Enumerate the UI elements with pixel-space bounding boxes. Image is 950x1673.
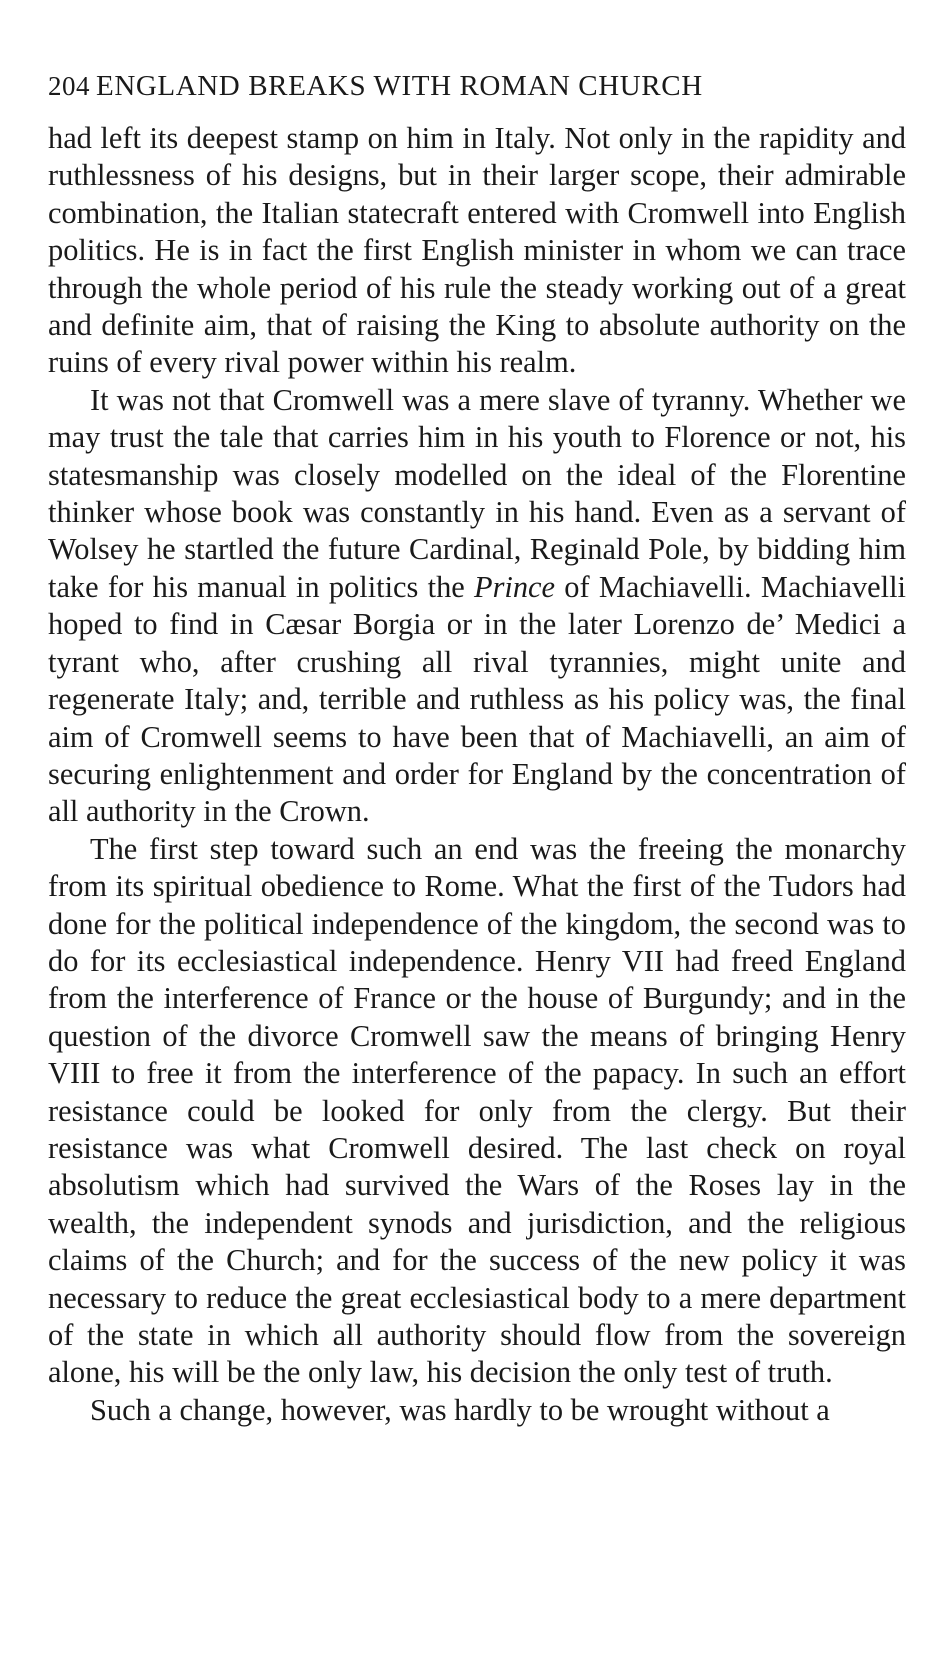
book-page: [48, 66, 906, 1429]
page-number: 204: [48, 71, 90, 101]
paragraph-text: of Machiavelli. Machiavelli hoped to find in Cæsar Borgia or in the later Lorenzo de’ Medici a tyrant who, after crushing all rival tyrannies, might unite and regenerate Italy; and, terrible and ruthless as his policy was, the final aim of Cromwell seems to have been that of Machiavelli, an aim of securing enlightenment and order for England by the concentration of all authority in the Crown.: [48, 569, 906, 829]
running-title: ENGLAND BREAKS WITH ROMAN CHURCH: [96, 70, 703, 102]
paragraph-continues-next-page: Such a change, however, was hardly to be wrought without a: [90, 1392, 830, 1427]
paragraph-first-step: The first step toward such an end was the freeing the monarchy from its spiritual obedience to Rome. What the first of the Tudors had done for the political independence of the kingdom, the second was to do for its ecclesiastical independence. Henry VII had freed England from the interference of France or the house of Burgundy; and in the question of the divorce Cromwell saw the means of bringing Henry VIII to free it from the interference of the papacy. In such an effort resistance could be looked for only from the clergy. But their resistance was what Cromwell desired. The last check on royal absolutism which had survived the Wars of the Roses lay in the wealth, the independent synods and jurisdiction, and the religious claims of the Church; and for the success of the new policy it was necessary to reduce the great ecclesiastical body to a mere department of the state in which all authority should flow from the sovereign alone, his will be the only law, his decision the only test of truth.: [48, 831, 906, 1390]
paragraph-continued: had left its deepest stamp on him in Italy. Not only in the rapidity and ruthlessness of his designs, but in their larger scope, their admirable combination, the Italian statecraft entered with Cromwell into English politics. He is in fact the first English minister in whom we can trace through the whole period of his rule the steady working out of a great and definite aim, that of raising the King to absolute authority on the ruins of every rival power within his realm.: [48, 121, 906, 380]
paragraph-machiavelli: [48, 382, 906, 831]
running-head: [48, 66, 906, 106]
paragraph-text: It was not that Cromwell was a mere slave of tyranny. Whether we may trust the tale that carries him in his youth to Florence or not, his statesmanship was closely modelled on the ideal of the Florentine thinker whose book was constantly in his hand. Even as a servant of Wolsey he startled the future Cardinal, Reginald Pole, by bidding him take for his manual in politics the: [48, 382, 906, 604]
italic-book-title: Prince: [474, 569, 556, 604]
body-text: [48, 120, 906, 1429]
